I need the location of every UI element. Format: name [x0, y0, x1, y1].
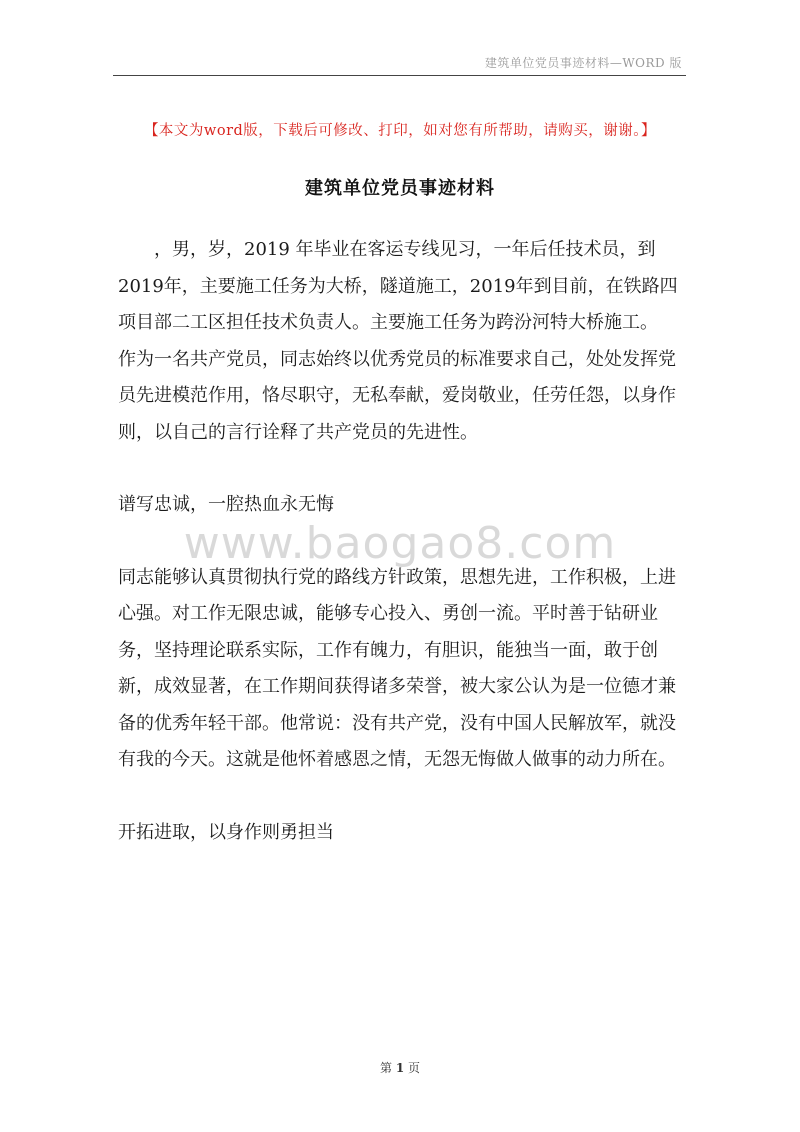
section-heading: 开拓进取，以身作则勇担当: [118, 821, 334, 843]
footer-suffix: 页: [408, 1061, 421, 1075]
purchase-notice: 【本文为word版，下载后可修改、打印，如对您有所帮助，请购买，谢谢。】: [143, 123, 657, 139]
header-divider: [113, 75, 686, 76]
body-paragraph: 同志能够认真贯彻执行党的路线方针政策，思想先进，工作积极，上进心强。对工作无限忠诚，能够专心投入、勇创一流。平时善于钻研业务，坚持理论联系实际，工作有魄力，有胆识，能独当一面，敢于创新，成效显著，在工作期间获得诸多荣誉，被大家公认为是一位德才兼备的优秀年轻干部。他常说：没有共产党，没有中国人民解放军，就没有我的今天。这就是他怀着感恩之情，无怨无悔做人做事的动力所在。: [118, 566, 676, 770]
page-footer: [0, 1059, 800, 1076]
document-title: 建筑单位党员事迹材料: [305, 178, 495, 199]
footer-prefix: 第: [379, 1061, 392, 1075]
watermark: www.baogao8.com: [183, 518, 617, 569]
section-heading: 谱写忠诚，一腔热血永无悔: [118, 494, 334, 515]
document-body: [118, 232, 688, 851]
body-paragraph: ，男，岁，2019 年毕业在客运专线见习，一年后任技术员，到2019年，主要施工任务为大桥，隧道施工，2019年到目前，在铁路四项目部二工区担任技术负责人。主要施工任务为跨汾河特大桥施工。: [118, 239, 678, 333]
page-number: 1: [395, 1061, 405, 1075]
running-header: 建筑单位党员事迹材料—WORD 版: [484, 56, 682, 70]
body-paragraph: 作为一名共产党员，同志始终以优秀党员的标准要求自己，处处发挥党员先进模范作用，恪尽职守，无私奉献，爱岗敬业，任劳任怨，以身作则，以自己的言行诠释了共产党员的先进性。: [118, 348, 676, 443]
